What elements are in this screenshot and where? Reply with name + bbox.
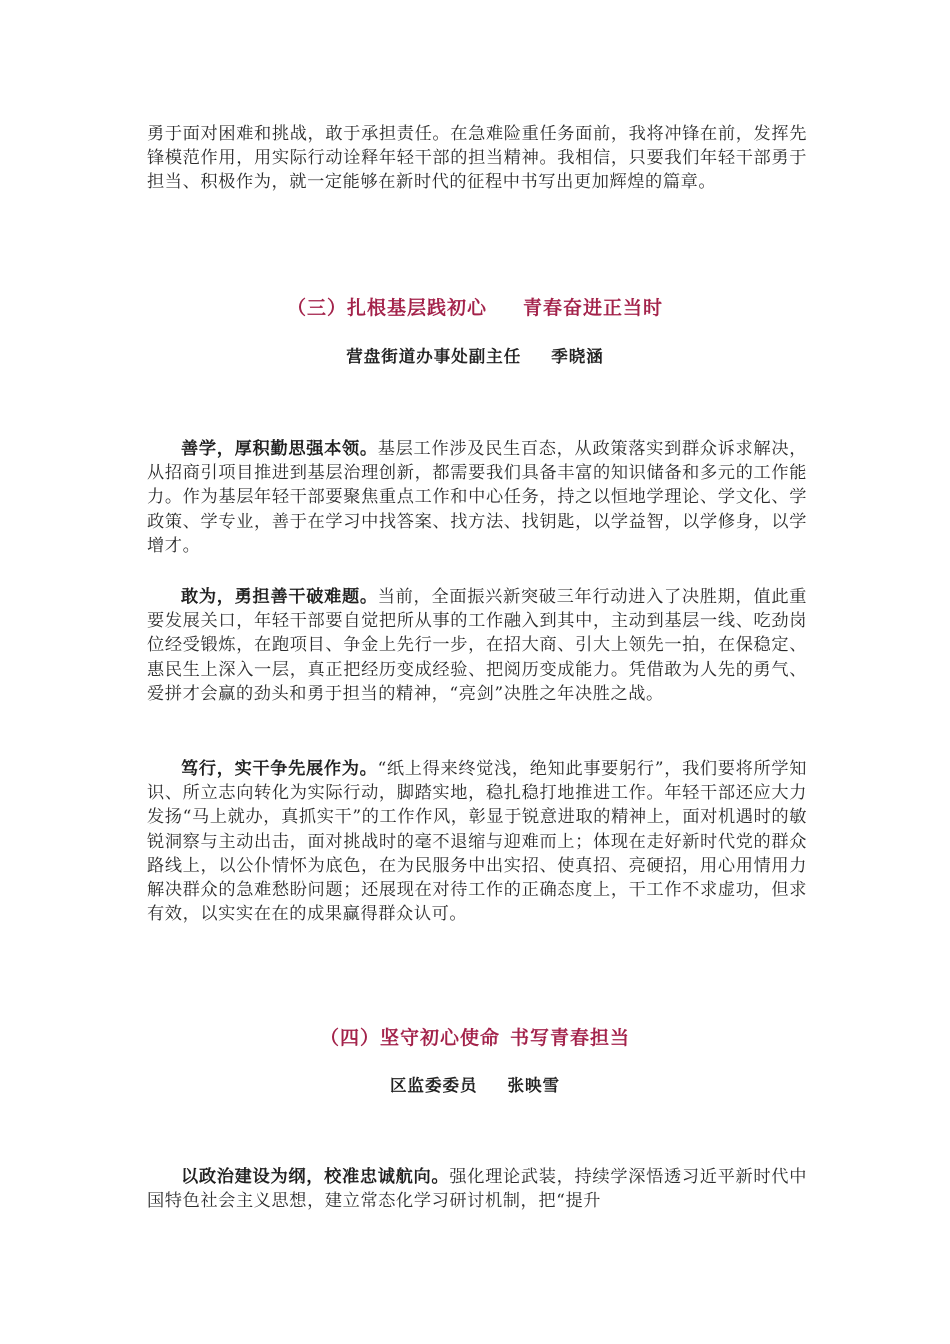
section-4-paragraph-1-lead: 以政治建设为纲，校准忠诚航向。: [181, 1167, 450, 1187]
section-3-title: [0, 293, 950, 320]
section-4-title-part1: （四）坚守初心使命: [319, 1027, 500, 1049]
section-3-author-title: 营盘街道办事处副主任: [346, 347, 522, 366]
section-3-paragraph-3-lead: 笃行，实干争先展作为。: [181, 759, 378, 779]
section-4-byline: [0, 1072, 950, 1096]
section-4-paragraph-1-body: 强化理论武装，持续学深悟透习近平新时代中国特色社会主义思想，建立常态化学习研讨机制，把“提升: [147, 1167, 807, 1212]
section-3-byline: [0, 343, 950, 367]
section-3-paragraph-2-body: 当前，全面振兴新突破三年行动进入了决胜期，值此重要发展关口，年轻干部要自觉把所从事的工作融入到其中，主动到基层一线、吃劲岗位经受锻炼，在跑项目、争金上先行一步，在招大商、引大上领先一拍，在保稳定、惠民生上深入一层，真正把经历变成经验、把阅历变成能力。凭借敢为人先的勇气、爱拼才会赢的劲头和勇于担当的精神，“亮剑”决胜之年决胜之战。: [147, 587, 807, 704]
intro-paragraph-text: 勇于面对困难和挑战，敢于承担责任。在急难险重任务面前，我将冲锋在前，发挥先锋模范作用，用实际行动诠释年轻干部的担当精神。我相信，只要我们年轻干部勇于担当、积极作为，就一定能够在新时代的征程中书写出更加辉煌的篇章。: [147, 124, 807, 193]
section-4-author-name: 张映雪: [507, 1076, 560, 1095]
section-4-author-title: 区监委委员: [390, 1076, 478, 1095]
section-3-title-part2: 青春奋进正当时: [523, 297, 664, 319]
section-3-paragraph-3-body: “纸上得来终觉浅，绝知此事要躬行”，我们要将所学知识、所立志向转化为实际行动，脚踏实地，稳扎稳打地推进工作。年轻干部还应大力发扬“马上就办，真抓实干”的工作作风，彰显于锐意进取的精神上，面对机遇时的敏锐洞察与主动出击，面对挑战时的毫不退缩与迎难而上；体现在走好新时代党的群众路线上，以公仆情怀为底色，在为民服务中出实招、使真招、亮硬招，用心用情用力解决群众的急难愁盼问题；还展现在对待工作的正确态度上，干工作不求虚功，但求有效，以实实在在的成果赢得群众认可。: [147, 759, 807, 925]
section-4-title: [0, 1023, 950, 1050]
section-4-paragraph-1: [147, 1165, 807, 1213]
section-3-paragraph-3: [147, 757, 807, 926]
intro-paragraph: [147, 122, 807, 195]
section-3-paragraph-2-lead: 敢为，勇担善干破难题。: [181, 587, 378, 607]
section-3-paragraph-1-lead: 善学，厚积勤思强本领。: [181, 439, 378, 459]
section-3-paragraph-1-body: 基层工作涉及民生百态，从政策落实到群众诉求解决，从招商引项目推进到基层治理创新，都需要我们具备丰富的知识储备和多元的工作能力。作为基层年轻干部要聚焦重点工作和中心任务，持之以恒地学理论、学文化、学政策、学专业，善于在学习中找答案、找方法、找钥匙，以学益智，以学修身，以学增才。: [147, 439, 807, 556]
section-3-title-part1: （三）扎根基层践初心: [286, 297, 487, 319]
section-3-paragraph-1: [147, 437, 807, 558]
section-3-author-name: 季晓涵: [551, 347, 604, 366]
section-4-title-part2: 书写青春担当: [510, 1027, 631, 1049]
section-3-paragraph-2: [147, 585, 807, 706]
